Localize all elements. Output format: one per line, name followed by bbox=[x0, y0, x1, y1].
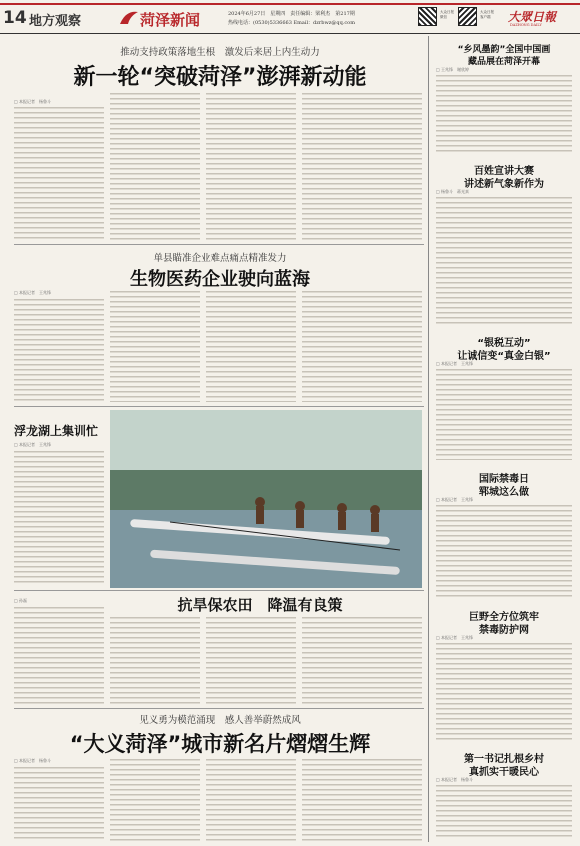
sidebar-item-title: “银税互动” bbox=[477, 338, 531, 349]
story5-kicker: 见义勇为模范涌现 感人善举蔚然成风 bbox=[139, 715, 301, 726]
story3-body bbox=[14, 450, 104, 584]
story4-headline: 抗旱保农田 降温有良策 bbox=[177, 596, 343, 614]
story1-byline: □ 本报记者 杨鲁斗 bbox=[14, 99, 52, 104]
page-number: 14 bbox=[3, 8, 27, 28]
date-line: 2024年6月27日 星期四 责任编辑：梁利杰 第217期 bbox=[228, 11, 355, 17]
sidebar-item-byline: □ 王兆锋 谢欣婷 bbox=[436, 67, 470, 72]
story1-body-col3 bbox=[206, 92, 296, 240]
sidebar-item-title-2: 藏品展在菏泽开幕 bbox=[467, 57, 540, 67]
sidebar-item-byline: □ 杨鲁斗 蒋光真 bbox=[436, 189, 470, 194]
story5-body-col2 bbox=[110, 758, 200, 842]
qr-caption-1: 大众日报微信 bbox=[440, 10, 454, 19]
story5-headline: “大义菏泽”城市新名片熠熠生辉 bbox=[69, 732, 371, 756]
sidebar-item-title: 巨野全方位筑牢 bbox=[469, 612, 539, 623]
story1-kicker: 推动支持政策落地生根 激发后来居上内生动力 bbox=[120, 47, 320, 58]
story4-body-col2 bbox=[110, 616, 200, 704]
story1-body-col4 bbox=[302, 92, 422, 240]
divider bbox=[14, 708, 424, 709]
qr-caption-2: 大众日报客户端 bbox=[480, 10, 494, 19]
paper-subtitle: DAZHONG DAILY bbox=[510, 23, 542, 27]
masthead-bottom-rule bbox=[0, 33, 580, 34]
sidebar-item-title-2: 讲述新气象新作为 bbox=[464, 179, 544, 190]
sidebar-item-byline: □ 本报记者 王兆锋 bbox=[436, 635, 474, 640]
story4-body-col3 bbox=[206, 616, 296, 704]
sidebar-item-title-2: 禁毒防护网 bbox=[479, 625, 529, 636]
qr-code-icon-1 bbox=[418, 7, 437, 26]
region-title: 菏泽新闻 bbox=[140, 11, 201, 29]
story2-body-col3 bbox=[206, 290, 296, 402]
sidebar-item-byline: □ 本报记者 王兆锋 bbox=[436, 497, 474, 502]
story2-body-col1 bbox=[14, 298, 104, 402]
story5-byline: □ 本报记者 杨鲁斗 bbox=[14, 758, 52, 763]
sidebar-item-title-2: 郓城这么做 bbox=[479, 487, 529, 498]
story2-kicker: 单县瞄准企业难点痛点精准发力 bbox=[153, 253, 287, 264]
sidebar-item-title-2: 让诚信变“真金白银” bbox=[457, 351, 551, 362]
sidebar-item-title: 百姓宣讲大赛 bbox=[474, 166, 534, 177]
story1-headline: 新一轮“突破菏泽”澎湃新动能 bbox=[73, 65, 367, 90]
sidebar-item-body bbox=[436, 504, 572, 600]
masthead bbox=[0, 0, 580, 38]
sidebar-item-byline: □ 本报记者 王兆锋 bbox=[436, 361, 474, 366]
story2-byline: □ 本报记者 王兆锋 bbox=[14, 290, 52, 295]
sidebar-item-body bbox=[436, 784, 572, 840]
story1-body-col1 bbox=[14, 106, 104, 240]
region-logo-icon bbox=[118, 8, 140, 26]
story2-body-col2 bbox=[110, 290, 200, 402]
sidebar-item-title: 第一书记扎根乡村 bbox=[464, 754, 544, 765]
sidebar-item-body bbox=[436, 368, 572, 460]
divider bbox=[14, 406, 424, 407]
sidebar-item-title-2: 真抓实干暖民心 bbox=[469, 767, 539, 778]
story1-body-col2 bbox=[110, 92, 200, 240]
divider bbox=[14, 244, 424, 245]
section-name: 地方观察 bbox=[29, 14, 82, 29]
story5-body-col4 bbox=[302, 758, 422, 842]
sidebar-item-body bbox=[436, 74, 572, 154]
story2-body-col4 bbox=[302, 290, 422, 402]
story4-body-col1 bbox=[14, 606, 104, 704]
sidebar-item-body bbox=[436, 642, 572, 742]
story5-body-col3 bbox=[206, 758, 296, 842]
masthead-top-rule bbox=[0, 3, 580, 5]
qr-code-icon-2 bbox=[458, 7, 477, 26]
story2-headline: 生物医药企业驶向蓝海 bbox=[130, 269, 310, 290]
rowing-photo bbox=[110, 410, 422, 588]
story4-byline: □ 孙磊 bbox=[14, 598, 28, 603]
sidebar-item-title: 国际禁毒日 bbox=[479, 474, 529, 485]
paper-name: 大眾日報 bbox=[508, 10, 557, 24]
divider bbox=[14, 590, 424, 591]
sidebar-divider bbox=[428, 36, 429, 842]
sidebar-item-byline: □ 本报记者 杨鲁斗 bbox=[436, 777, 474, 782]
story5-body-col1 bbox=[14, 766, 104, 842]
contact-line: 热线电话：(0530)5336663 Email：dzrbwz@qq.com bbox=[228, 20, 355, 26]
sidebar-item-title: “乡风墨韵”全国中国画 bbox=[457, 45, 551, 55]
sidebar bbox=[432, 36, 576, 842]
story3-headline: 浮龙湖上集训忙 bbox=[14, 424, 99, 438]
story4-body-col4 bbox=[302, 616, 422, 704]
sidebar-item-body bbox=[436, 196, 572, 326]
story3-byline: □ 本报记者 王兆锋 bbox=[14, 442, 52, 447]
